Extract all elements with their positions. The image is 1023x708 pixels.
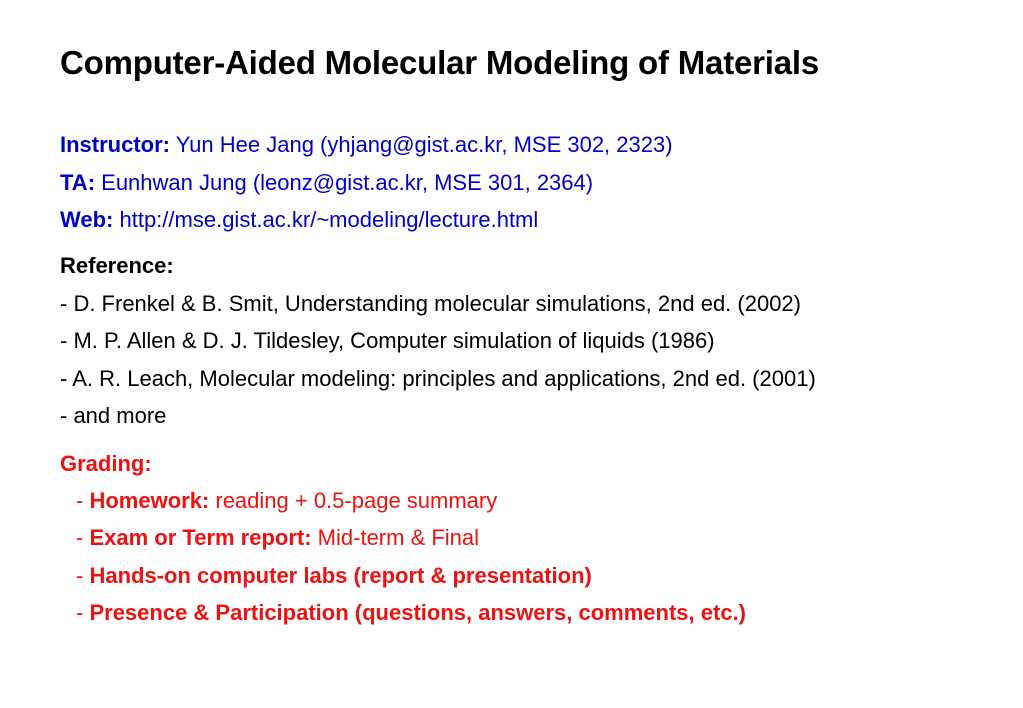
instructor-line <box>60 132 673 158</box>
reference-item: - D. Frenkel & B. Smit, Understanding molecular simulations, 2nd ed. (2002) <box>60 291 801 316</box>
web-line <box>60 207 538 233</box>
grading-heading: Grading: <box>60 451 152 476</box>
grading-item-labs <box>76 563 592 589</box>
grading-dash: - <box>76 563 90 588</box>
grading-item-value: Mid-term & Final <box>311 525 480 550</box>
ta-line <box>60 170 593 196</box>
web-label: Web: <box>60 207 114 232</box>
instructor-label: Instructor: <box>60 132 170 157</box>
web-url: http://mse.gist.ac.kr/~modeling/lecture.html <box>113 207 539 232</box>
reference-item: - A. R. Leach, Molecular modeling: principles and applications, 2nd ed. (2001) <box>60 366 816 391</box>
grading-item-participation <box>76 600 746 626</box>
ta-value: Eunhwan Jung (leonz@gist.ac.kr, MSE 301, 2364) <box>95 170 594 195</box>
grading-dash: - <box>76 488 90 513</box>
ta-label: TA: <box>60 170 96 195</box>
instructor-value: Yun Hee Jang (yhjang@gist.ac.kr, MSE 302, 2323) <box>170 132 673 157</box>
reference-item: - and more <box>60 403 167 428</box>
reference-item: - M. P. Allen & D. J. Tildesley, Computer simulation of liquids (1986) <box>60 328 715 353</box>
grading-dash: - <box>76 600 90 625</box>
grading-item-homework <box>76 488 497 514</box>
grading-dash: - <box>76 525 90 550</box>
reference-heading: Reference: <box>60 253 174 278</box>
grading-item-value: reading + 0.5-page summary <box>209 488 498 513</box>
grading-item-label: Hands-on computer labs (report & presentation) <box>89 563 592 588</box>
grading-item-exam <box>76 525 479 551</box>
slide-title: Computer-Aided Molecular Modeling of Materials <box>60 44 820 81</box>
grading-item-label: Presence & Participation (questions, answers, comments, etc.) <box>89 600 746 625</box>
grading-item-label: Exam or Term report: <box>89 525 312 550</box>
grading-item-label: Homework: <box>89 488 210 513</box>
